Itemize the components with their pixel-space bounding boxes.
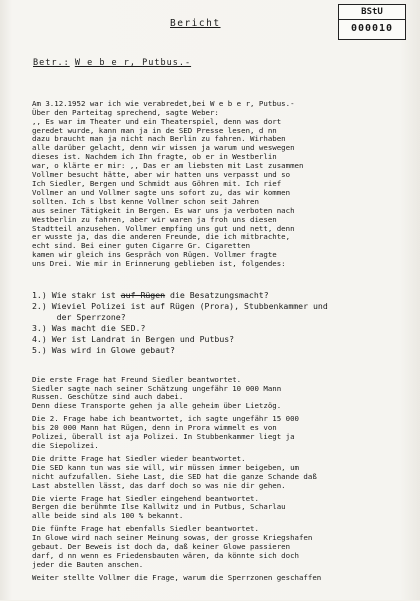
question-item [32,312,416,323]
text-line: dazu braucht man ja nicht nach Berlin zu fahren. Wirhaben [32,134,286,144]
text-line: nicht aufzufallen. Siehe Last, die SED hat die ganze Schande daß [32,471,317,481]
subject-text: W e b e r, Putbus.- [74,58,192,68]
text-line: alle beide sind als 100 % bekannt. [32,511,184,521]
text-line: jeder die Bauten anschen. [32,559,144,569]
text-line: Denn diese Transporte gehen ja alle geheim über Lietzög. [32,401,282,411]
text-line: In Glowe wird nach seiner Meinung sowas, der grosse Kriegshafen [32,533,313,543]
text-line: Vollmer an und Vollmer sagte uns sofort zu, das wir kommen [32,187,291,197]
text-line: die Siepolizei. [32,441,99,450]
question-item [32,301,416,312]
text-line: gebaut. Der Beweis ist doch da, daß keiner Glowe passieren [32,542,291,552]
text-line: bis 20 000 Mann hat Rügen, denn in Prora wimmelt es von [32,423,277,433]
text-line: Die erste Frage hat Freund Siedler beantwortet. [32,374,242,384]
text-line: Die SED kann tun was sie will, wir müssen immer beigeben, um [32,462,299,472]
stamp-number: 000010 [350,23,394,34]
question-number: 2.) [32,300,52,311]
question-item [32,334,416,345]
question-text: Wer ist Landrat in Bergen und Putbus? [51,333,235,344]
question-number: 5.) [32,344,52,355]
text-line: Die dritte Frage hat Siedler wieder beantwortet. [32,453,246,463]
paragraph-intro [32,100,416,269]
text-line: geredet wurde, kann man ja in de SED Presse lesen, d nn [32,125,277,135]
subject-line [33,58,191,68]
text-line: Ich Siedler, Bergen und Schmidt aus Göhren mit. Ich rief [32,178,282,188]
text-line: war, o klärte er mir: ,, Das er am liebsten mit Last zusammen [32,161,304,171]
question-text: Was wird in Glowe gebaut? [51,344,175,355]
stamp-office: BStU [339,5,405,20]
struck-text: auf Rügen [120,289,166,300]
text-line: Über den Parteitag sprechend, sagte Weber: [32,107,219,117]
question-list [32,290,416,356]
document-title: Bericht [170,18,221,29]
question-number: 4.) [32,333,52,344]
text-line: Weiter stellte Vollmer die Frage, warum die Sperrzonen geschaffen [32,572,322,582]
text-line: alle darüber gelacht, denn wir wissen ja warum und weswegen [32,143,295,153]
text-line: darf, d nn wenn es Friedensbauten wären, da könnte sich doch [32,550,299,560]
question-text: Was macht die SED.? [51,322,146,333]
question-number: 1.) [32,289,52,300]
text-line: Am 3.12.1952 war ich wie verabredet,bei W e b e r, Putbus.- [32,98,295,108]
question-text: der Sperrzone? [32,311,126,322]
subject-label: Betr.: [33,58,70,68]
question-item [32,345,416,356]
text-line: Die fünfte Frage hat ebenfalls Siedler beantwortet. [32,524,259,534]
text-line: Polizei, überall ist aja Polizei. In Stubbenkammer liegt ja [32,432,295,442]
text-line: Stadtteil anzusehen. Vollmer empfing uns gut und nett, denn [32,223,295,233]
text-line: ,, Es war im Theater und ein Theaterspiel, denn was dort [32,116,282,126]
question-text: Wie stakr ist [51,289,121,300]
archive-stamp [338,4,406,40]
text-line: aus seiner Tätigkeit in Bergen. Es war uns ja verboten nach [32,205,295,215]
text-line: Russen. Geschütze sind auch dabei. [32,392,184,402]
text-line: Siedler sagte nach seiner Schätzung ungefähr 10 000 Mann [32,383,282,393]
question-text: Wieviel Polizei ist auf Rügen (Prora), Stubbenkammer und [51,300,328,311]
text-line: Westberlin zu fahren, aber wir waren ja froh uns diesen [32,214,277,224]
text-line: dieses ist. Nachdem ich Ihn fragte, ob er in Westberlin [32,152,277,162]
text-line: Vollmer besucht hätte, aber wir hatten uns verpasst und so [32,170,291,180]
text-line: er wusste ja, das die anderen Freunde, die ich mitbrachte, [32,232,291,242]
text-line: Die vierte Frage hat Siedler eingehend beantwortet. [32,493,259,503]
text-line: Bergen die berühmte Ilse Kallwitz und in Putbus, Scharlau [32,502,286,512]
question-number: 3.) [32,322,52,333]
text-line: Die 2. Frage habe ich beantwortet, ich sagte ungefähr 15 000 [32,414,299,424]
question-item [32,290,416,301]
text-line: Last abstellen lässt, das darf doch so was nie dir gehen. [32,480,286,490]
paragraph-answers [32,376,416,583]
report-body [32,82,416,601]
text-line: echt sind. Bei einer guten Cigarre Gr. Cigaretten [32,241,251,251]
question-item [32,323,416,334]
question-text-tail: die Besatzungsmacht? [165,289,269,300]
text-line: uns Drei. Wie mir in Erinnerung geblieben ist, folgendes: [32,259,286,269]
text-line: kamen wir gleich ins Gespräch von Rügen. Vollmer fragte [32,250,277,260]
text-line: sollten. Ich s lbst kenne Vollmer schon seit Jahren [32,196,259,206]
